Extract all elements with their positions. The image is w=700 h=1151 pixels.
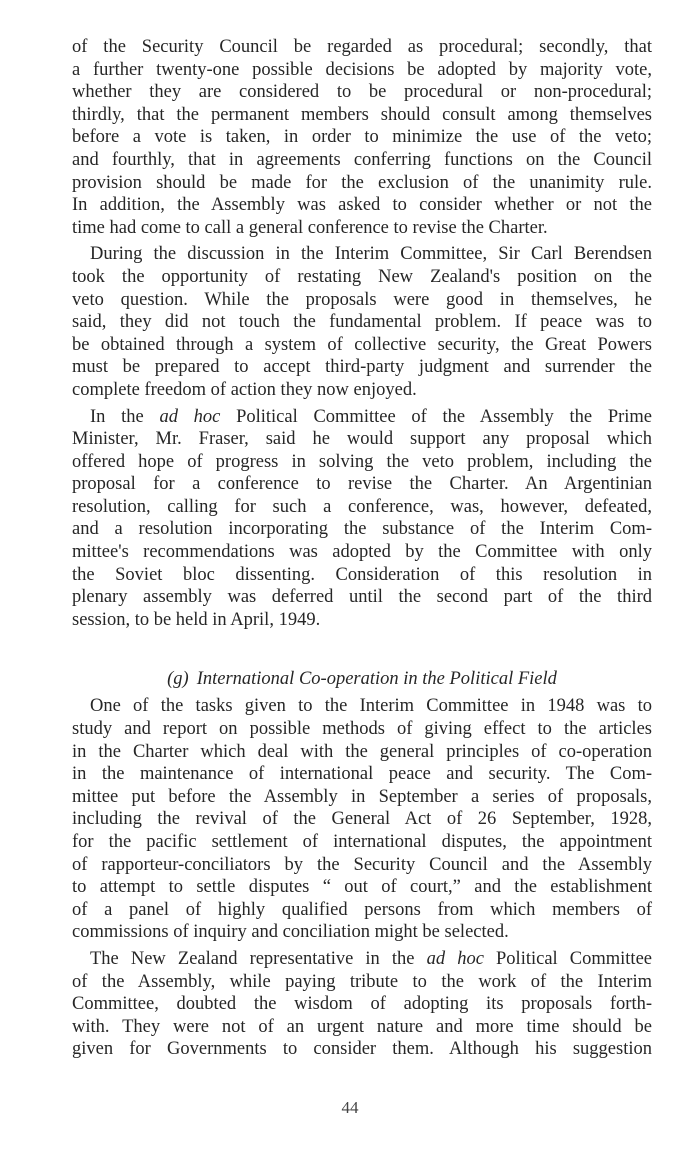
text-line: must be prepared to accept third-party judgment and surrender the: [72, 357, 652, 378]
text-line: and fourthly, that in agreements conferring functions on the Council: [72, 149, 652, 170]
text-line: resolution, calling for such a conference, was, however, defeated,: [72, 496, 652, 517]
text-line: for the pacific settlement of international disputes, the appointment: [72, 832, 652, 852]
section-title: International Co-operation in the Political Field: [196, 669, 557, 690]
text-line: in the maintenance of international peace and security. The Com-: [72, 764, 652, 785]
italic-term: ad hoc: [426, 948, 484, 969]
text-line: whether they are considered to be procedural or non-procedural;: [72, 82, 652, 103]
text-line: mittee put before the Assembly in September a series of proposals,: [72, 786, 652, 807]
text-line: to attempt to settle disputes “ out of court,” and the establishment: [72, 877, 652, 898]
paragraph-3: [72, 406, 652, 632]
section-label: (g): [167, 669, 189, 690]
text-line: time had come to call a general conference to revise the Charter.: [72, 217, 548, 238]
text-line: with. They were not of an urgent nature and more time should be: [72, 1016, 652, 1037]
text-line: [72, 948, 652, 971]
section-heading: [72, 667, 652, 691]
body-text: [72, 36, 652, 1061]
text-run: The New Zealand representative in the: [90, 948, 427, 969]
text-line: given for Governments to consider them. Although his suggestion: [72, 1039, 652, 1060]
text-line: veto question. While the proposals were good in themselves, he: [72, 289, 652, 310]
text-line: Minister, Mr. Fraser, said he would support any proposal which: [72, 429, 652, 450]
text-line: During the discussion in the Interim Committee, Sir Carl Berendsen: [90, 244, 652, 265]
italic-term: ad hoc: [159, 406, 221, 427]
paragraph-2: [72, 243, 652, 401]
text-line: a further twenty-one possible decisions be adopted by majority vote,: [72, 59, 652, 80]
text-line: [72, 406, 652, 429]
text-line: thirdly, that the permanent members should consult among themselves: [72, 104, 652, 125]
paragraph-4: [72, 695, 652, 944]
text-line: proposal for a conference to revise the Charter. An Argentinian: [72, 474, 652, 495]
text-line: be obtained through a system of collective security, the Great Powers: [72, 334, 652, 355]
text-line: plenary assembly was deferred until the second part of the third: [72, 587, 652, 608]
text-line: said, they did not touch the fundamental problem. If peace was to: [72, 312, 652, 333]
text-line: mittee's recommendations was adopted by the Committee with only: [72, 542, 652, 563]
text-line: of the Security Council be regarded as procedural; secondly, that: [72, 37, 652, 57]
text-line: and a resolution incorporating the substance of the Interim Com-: [72, 519, 652, 540]
text-line: offered hope of progress in solving the veto problem, including the: [72, 451, 652, 472]
text-line: took the opportunity of restating New Zealand's position on the: [72, 266, 652, 287]
text-line: before a vote is taken, in order to minimize the use of the veto;: [72, 127, 652, 148]
text-run: In the: [90, 406, 160, 427]
text-run: Political Committee: [483, 948, 652, 969]
text-line: Committee, doubted the wisdom of adopting its proposals forth-: [72, 994, 652, 1015]
text-line: the Soviet bloc dissenting. Consideration of this resolution in: [72, 564, 652, 585]
text-line: of the Assembly, while paying tribute to the work of the Interim: [72, 971, 652, 992]
text-run: Political Committee of the Assembly the Prime: [220, 406, 653, 427]
text-line: session, to be held in April, 1949.: [72, 609, 321, 630]
text-line: in the Charter which deal with the general principles of co-operation: [72, 741, 652, 762]
text-line: study and report on possible methods of giving effect to the articles: [72, 719, 652, 740]
page-number: 44: [341, 1098, 359, 1117]
text-line: provision should be made for the exclusion of the unanimity rule.: [72, 172, 652, 193]
text-line: commissions of inquiry and conciliation might be selected.: [72, 922, 509, 943]
text-line: of a panel of highly qualified persons from which members of: [72, 899, 652, 920]
text-line: complete freedom of action they now enjoyed.: [72, 379, 417, 400]
text-line: One of the tasks given to the Interim Committee in 1948 was to: [90, 696, 652, 717]
paragraph-5: [72, 948, 652, 1061]
paragraph-1: [72, 36, 652, 239]
text-line: In addition, the Assembly was asked to consider whether or not the: [72, 195, 652, 216]
text-line: including the revival of the General Act of 26 September, 1928,: [72, 809, 652, 830]
text-line: of rapporteur-conciliators by the Security Council and the Assembly: [72, 854, 652, 875]
